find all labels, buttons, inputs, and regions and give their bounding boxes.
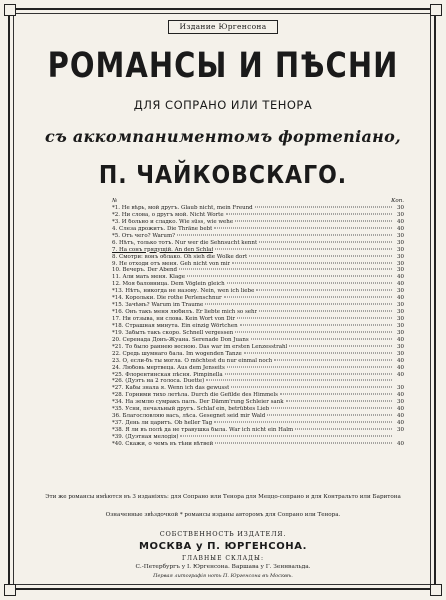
song-list-item — [112, 240, 404, 247]
song-list-item — [112, 267, 404, 274]
page-title: РОМАНСЫ И ПѢСНИ — [47, 44, 399, 86]
song-list-item — [112, 378, 404, 385]
song-list-item — [112, 295, 404, 302]
song-title: 6. Нѣтъ, только тотъ. Nur wer die Sehnsucht kennt — [112, 239, 258, 246]
song-title: 12. Моя баловница. Dem Vöglein gleich — [112, 281, 225, 288]
dot-leader — [227, 366, 392, 367]
song-title: *39. (Дуэтная мелодiя) — [112, 433, 179, 440]
song-list-item — [112, 344, 404, 351]
dot-leader — [187, 276, 392, 277]
dot-leader — [235, 220, 392, 221]
song-price: 30 — [397, 427, 404, 433]
song-title: *34. На землю сумракъ палъ. Der Dämm'rung Schleier sank — [112, 399, 284, 406]
song-title: 20. Серенада Донъ-Жуана. Serenade Don Juans — [112, 336, 249, 343]
song-title: 10. Вечеръ. Der Abend — [112, 267, 178, 274]
dot-leader — [224, 297, 392, 298]
dot-leader — [177, 234, 392, 235]
song-title: 22. Средь шумнаго бала. Im wogenden Tanze — [112, 350, 242, 357]
song-price: 30 — [397, 329, 404, 336]
frame-corner-ornament — [430, 584, 442, 596]
dot-leader — [251, 338, 392, 339]
song-list-item — [112, 330, 404, 337]
song-list-item — [112, 434, 404, 441]
song-title: *26. (Дуэтъ на 2 голоса. Duette) — [112, 378, 205, 385]
song-title: *37. День ли царитъ. Ob heller Tag — [112, 420, 213, 427]
song-title: 4. Слеза дрожитъ. Die Thräne bebt — [112, 225, 213, 232]
song-title: *13. Нѣтъ, никогда не назову. Nein, wen ich liebe — [112, 288, 255, 295]
song-price: 30 — [397, 232, 404, 239]
dot-leader — [214, 422, 392, 423]
song-list — [112, 198, 404, 448]
number-column-header: № — [112, 198, 118, 204]
dot-leader — [225, 373, 392, 374]
dot-leader — [179, 269, 392, 270]
song-title: *1. Не вѣрь, мой другъ. Glaub nicht, mein Freund — [112, 205, 253, 211]
song-list-item — [112, 274, 404, 281]
song-list-item — [112, 372, 404, 379]
frame-corner-ornament — [4, 584, 16, 596]
song-price: 30 — [397, 246, 404, 253]
dot-leader — [214, 227, 392, 228]
song-title: *5. Отъ чего? Warum? — [112, 232, 176, 239]
dot-leader — [255, 207, 392, 208]
song-list-item — [112, 420, 404, 427]
song-list-item — [112, 219, 404, 226]
dot-leader — [267, 415, 392, 416]
song-list-item — [112, 288, 404, 295]
song-price: 30 — [397, 239, 404, 246]
publisher-line: МОСКВА у П. ЮРГЕНСОНА. — [138, 541, 308, 552]
dot-leader — [280, 394, 392, 395]
song-title: 9. Не отходи отъ меня. Geh nicht von mir — [112, 260, 231, 267]
song-list-item — [112, 337, 404, 344]
song-price: 30 — [397, 322, 404, 329]
page-subtitle: ДЛЯ СОПРАНО ИЛИ ТЕНОРА — [133, 98, 313, 112]
song-price: 30 — [397, 399, 404, 406]
warehouse-cities: С.-Петербургъ у I. Юргенсона. Варшава у Г. Зеннвальда. — [135, 564, 311, 570]
song-price: 30 — [397, 253, 404, 260]
song-price: 40 — [397, 225, 404, 232]
song-list-item — [112, 427, 404, 434]
song-price: 30 — [397, 350, 404, 357]
song-price: 40 — [397, 440, 404, 447]
frame-corner-ornament — [4, 4, 16, 16]
song-price: 40 — [397, 413, 404, 420]
dot-leader — [235, 331, 392, 332]
dot-leader — [205, 304, 392, 305]
song-title: *28. Горними тихо летѣла. Durch die Gefilde des Himmels — [112, 392, 278, 399]
song-title: *3. И больно и сладко. Wie süss, wie wehe — [112, 218, 234, 225]
accompaniment-line: съ аккомпаниментомъ фортепiано, — [45, 127, 401, 146]
song-price: 40 — [397, 218, 404, 225]
song-price: 40 — [397, 364, 404, 371]
song-price: 40 — [397, 336, 404, 343]
song-title: *35. Усни, печальный другъ. Schlaf ein, betrübtes Lieb — [112, 406, 270, 413]
song-title: 11. Али мать меня. Klage — [112, 274, 185, 281]
dot-leader — [274, 359, 392, 360]
song-title: *25. Флорентинская пѣсня. Pimpinella — [112, 371, 223, 378]
song-price: 40 — [397, 406, 404, 413]
dot-leader — [240, 324, 392, 325]
dot-leader — [244, 352, 392, 353]
song-list-item — [112, 254, 404, 261]
composer-name: П. ЧАЙКОВСКАГО. — [98, 161, 348, 190]
dot-leader — [271, 408, 392, 409]
dot-leader — [286, 401, 392, 402]
dot-leader — [295, 429, 392, 430]
dot-leader — [215, 442, 392, 443]
song-price: 30 — [397, 385, 404, 392]
song-price: 40 — [397, 392, 404, 399]
song-list-item — [112, 323, 404, 330]
song-title: 8. Смотри: вонъ облако. Oh sieh die Wolke dort — [112, 253, 248, 260]
dot-leader — [226, 213, 392, 214]
song-price: 30 — [397, 302, 404, 309]
song-title: *16. Онъ такъ меня любилъ. Er liebte mich so sehr — [112, 309, 258, 316]
song-title: *14. Корольки. Die rothe Perlenschnur — [112, 295, 222, 302]
dot-leader — [206, 380, 392, 381]
editions-note: Эти же романсы имѣются въ 3 изданiяхъ: для Сопрано или Тенора для Меццо-сопрано и для Контральто или Баритона — [45, 494, 401, 500]
song-title: *19. Забыть такъ скоро. Schnell vergessen — [112, 329, 234, 336]
publisher-badge: Издание Юргенсона — [168, 20, 278, 34]
song-title: *27. Кабы знала я. Wenn ich das gewusst — [112, 385, 230, 392]
dot-leader — [289, 345, 392, 346]
dot-leader — [259, 311, 392, 312]
song-title: 24. Любовь мертвеца. Aus dem Jenseits — [112, 364, 225, 371]
song-title: 23. О, если-бъ ты могла. O möchtest du nur einmal noch — [112, 357, 273, 364]
song-title: *21. То было раннею весною. Das war im ersten Lenzesstrahl — [112, 343, 288, 350]
song-list-item — [112, 351, 404, 358]
song-price: 30 — [397, 260, 404, 267]
dot-leader — [232, 262, 392, 263]
dot-leader — [249, 255, 392, 256]
song-price: 30 — [397, 343, 404, 350]
dot-leader — [215, 248, 392, 249]
song-title: 17. Ни отзыва, ни слова. Kein Wort von Dir — [112, 316, 236, 322]
song-list-item — [112, 392, 404, 399]
song-price: 40 — [397, 281, 404, 288]
song-list-item — [112, 316, 404, 323]
song-list-item — [112, 406, 404, 413]
song-title: *2. Ни слова, о другъ мой. Nicht Worte — [112, 211, 224, 218]
song-title: *18. Страшная минута. Ein einzig Wörtchen — [112, 322, 238, 329]
song-price: 30 — [397, 309, 404, 316]
song-list-item — [112, 413, 404, 420]
song-price: 30 — [397, 267, 404, 274]
song-title: *15. Зачѣмъ? Warum im Traume — [112, 302, 204, 309]
song-list-item — [112, 281, 404, 288]
song-title: *38. Я ли въ полѣ да не травушка была. War ich nicht ein Halm — [112, 427, 294, 433]
song-list-item — [112, 247, 404, 254]
song-list-item — [112, 261, 404, 268]
dot-leader — [231, 387, 392, 388]
song-list-item — [112, 309, 404, 316]
song-title: 7. На сонъ грядущiй. An den Schlaf — [112, 246, 214, 253]
ownership-line: СОБСТВЕННОСТЬ ИЗДАТЕЛЯ. — [159, 530, 287, 538]
song-title: 36. Благословляю васъ, лѣса. Gesegnet seid mir Wald — [112, 413, 266, 420]
dot-leader — [256, 290, 392, 291]
song-price: 40 — [397, 371, 404, 378]
song-list-item — [112, 358, 404, 365]
warehouses-heading: ГЛАВНЫЕ СКЛАДЫ: — [182, 555, 264, 562]
song-list-item — [112, 399, 404, 406]
song-list-item — [112, 385, 404, 392]
price-column-header: Коп. — [391, 198, 404, 204]
song-price: 40 — [397, 357, 404, 364]
song-price: 30 — [397, 288, 404, 295]
print-note: Первая литографiя ноть П. Юргенсона въ Москвѣ. — [153, 573, 293, 579]
dot-leader — [227, 283, 392, 284]
song-price: 30 — [397, 211, 404, 218]
frame-corner-ornament — [430, 4, 442, 16]
song-list-item — [112, 212, 404, 219]
dot-leader — [180, 435, 392, 436]
asterisk-note: Означенные звѣздочкой * романсы изданы авторомъ для Сопрано или Тенора. — [105, 512, 341, 518]
song-list-item — [112, 226, 404, 233]
song-list-header — [112, 198, 404, 205]
song-list-item — [112, 233, 404, 240]
song-list-item — [112, 365, 404, 372]
song-price: 40 — [397, 420, 404, 427]
song-price: 30 — [397, 205, 404, 211]
song-list-item — [112, 205, 404, 212]
song-price: 40 — [397, 295, 404, 302]
dot-leader — [259, 241, 392, 242]
song-list-item — [112, 441, 404, 448]
song-price: 40 — [397, 274, 404, 281]
dot-leader — [237, 318, 392, 319]
song-title: *40. Скажи, о чемъ въ тѣни вѣтвей — [112, 440, 214, 447]
song-price: 30 — [397, 316, 404, 322]
song-list-item — [112, 302, 404, 309]
